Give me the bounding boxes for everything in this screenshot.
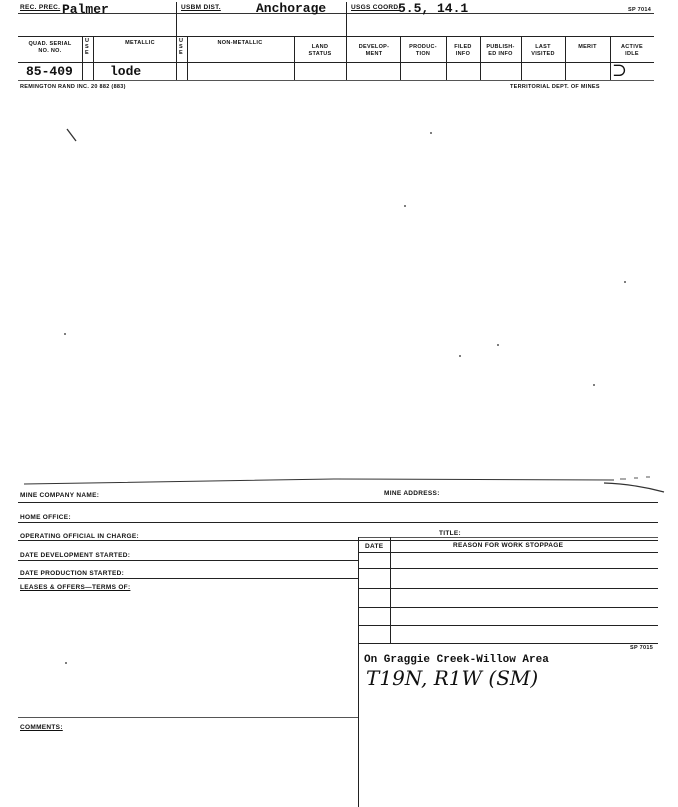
- use-nonmetallic-header: U S E: [179, 38, 184, 56]
- usgs-coord-label: USGS COORD.: [351, 4, 401, 11]
- date-development-started-label: DATE DEVELOPMENT STARTED:: [20, 552, 131, 559]
- speck: [497, 344, 499, 346]
- usbm-dist-value: Anchorage: [256, 1, 327, 16]
- comments-label: COMMENTS:: [20, 724, 63, 731]
- speck: [404, 205, 406, 207]
- merit-header: MERIT: [578, 44, 597, 50]
- speck: [64, 333, 66, 335]
- metallic-value: lode: [110, 64, 142, 79]
- last-visited-header: LAST VISITED: [531, 44, 555, 57]
- date-column-header: DATE: [365, 543, 384, 550]
- use-metallic-header: U S E: [85, 38, 90, 56]
- mine-company-name-label: MINE COMPANY NAME:: [20, 492, 100, 499]
- land-status-header: LAND STATUS: [308, 44, 332, 57]
- non-metallic-header: NON-METALLIC: [217, 40, 263, 46]
- production-header: PRODUC- TION: [409, 44, 437, 57]
- speck: [593, 384, 595, 386]
- quad-serial-value: 85-409: [26, 64, 73, 79]
- date-production-started-label: DATE PRODUCTION STARTED:: [20, 570, 125, 577]
- form-number-bottom: SP 7015: [630, 645, 654, 651]
- usbm-dist-label: USBM DIST.: [181, 4, 221, 11]
- mine-address-label: MINE ADDRESS:: [384, 490, 440, 497]
- operating-official-label: OPERATING OFFICIAL IN CHARGE:: [20, 533, 139, 540]
- active-idle-header: ACTIVE IDLE: [621, 44, 643, 57]
- location-note: On Graggie Creek-Willow Area: [364, 654, 549, 666]
- leases-offers-label: LEASES & OFFERS—TERMS OF:: [20, 584, 131, 591]
- metallic-header: METALLIC: [125, 40, 155, 46]
- printer-line-left: REMINGTON RAND INC. 20 882 (883): [20, 84, 126, 90]
- form-number-top: SP 7014: [628, 7, 652, 13]
- printer-line-right: TERRITORIAL DEPT. OF MINES: [510, 84, 600, 90]
- usgs-coord-value: 5.5, 14.1: [398, 1, 469, 16]
- speck: [65, 662, 67, 664]
- stray-mark: [66, 128, 78, 142]
- top-edge-line: [14, 474, 674, 494]
- rec-prec-label: REC. PREC.: [20, 4, 61, 11]
- reason-column-header: REASON FOR WORK STOPPAGE: [453, 542, 564, 549]
- active-mark: ⊃: [612, 60, 628, 81]
- home-office-label: HOME OFFICE:: [20, 514, 71, 521]
- speck: [459, 355, 461, 357]
- published-info-header: PUBLISH- ED INFO: [486, 44, 515, 57]
- rec-prec-value: Palmer: [62, 2, 109, 17]
- development-header: DEVELOP- MENT: [358, 44, 390, 57]
- speck: [624, 281, 626, 283]
- handwritten-note: T19N, R1W (SM): [366, 666, 539, 690]
- filed-info-header: FILED INFO: [454, 44, 472, 57]
- quad-serial-header: QUAD. SERIAL NO. NO.: [28, 41, 72, 54]
- title-label: TITLE:: [439, 530, 462, 537]
- speck: [430, 132, 432, 134]
